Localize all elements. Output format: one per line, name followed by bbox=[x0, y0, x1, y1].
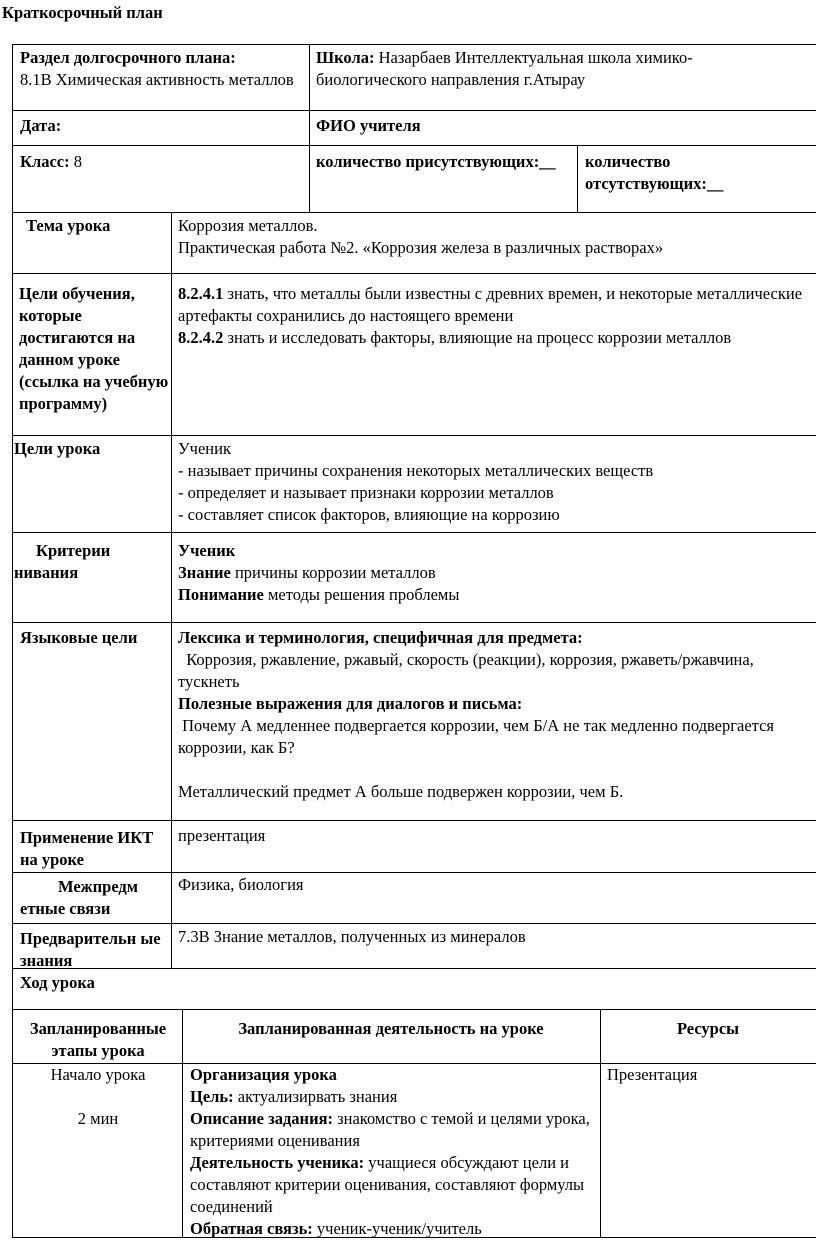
stage-time: 2 мин bbox=[77, 1109, 119, 1128]
activity-text: ученик-ученик/учитель bbox=[312, 1219, 482, 1238]
activity-key: Описание задания: bbox=[190, 1109, 333, 1128]
criteria-label-line: Критерии bbox=[36, 541, 111, 560]
criteria-text: методы решения проблемы bbox=[263, 585, 460, 604]
goals-line: - называет причины сохранения некоторых металлических веществ bbox=[178, 461, 654, 480]
criteria-label bbox=[14, 540, 110, 584]
lang-text: Коррозия, ржавление, ржавый, скорость (реакции), коррозия, ржаветь/ржавчина, тускнеть bbox=[178, 650, 758, 691]
language-goals-value bbox=[178, 627, 788, 803]
criteria-line: Ученик bbox=[178, 541, 236, 560]
prior-knowledge-value: 7.3В Знание металлов, полученных из минералов bbox=[178, 927, 526, 946]
absent-count-label: количество отсутствующих:__ bbox=[585, 152, 724, 193]
activity-line bbox=[190, 1152, 590, 1218]
activity-line bbox=[190, 1086, 590, 1108]
long-term-plan-section bbox=[20, 47, 305, 91]
activity-key: Обратная связь: bbox=[190, 1219, 313, 1238]
lang-text: Почему А медленнее подвергается коррозии, чем Б/А не так медленно подвергается коррозии, как Б? bbox=[178, 716, 779, 757]
teacher-label: ФИО учителя bbox=[316, 116, 421, 135]
criteria-line bbox=[178, 562, 814, 584]
class-field bbox=[20, 151, 82, 173]
section-label: Раздел долгосрочного плана: bbox=[20, 48, 236, 67]
objective-text: знать и исследовать факторы, влияющие на процесс коррозии металлов bbox=[223, 328, 732, 347]
topic-line: Коррозия металлов. bbox=[178, 216, 318, 235]
section-value: 8.1В Химическая активность металлов bbox=[20, 70, 294, 89]
goals-line: - определяет и называет признаки коррозии металлов bbox=[178, 483, 554, 502]
plan-col-activity: Запланированная деятельность на уроке bbox=[238, 1019, 544, 1038]
activity-line bbox=[190, 1218, 590, 1240]
inter-label-line: Межпредм bbox=[58, 877, 139, 896]
topic-value bbox=[178, 215, 814, 259]
activity-heading: Организация урока bbox=[190, 1065, 337, 1084]
criteria-key: Знание bbox=[178, 563, 231, 582]
school-label: Школа: bbox=[316, 48, 375, 67]
inter-label-line: етные связи bbox=[20, 899, 111, 918]
lang-text: Металлический предмет А больше подвержен коррозии, чем Б. bbox=[178, 782, 624, 801]
goals-label: Цели урока bbox=[14, 439, 101, 458]
criteria-key: Понимание bbox=[178, 585, 264, 604]
prior-knowledge-label: Предварительн ые знания bbox=[20, 929, 161, 970]
objectives-value bbox=[178, 283, 816, 349]
criteria-label-line: нивания bbox=[14, 563, 79, 582]
activity-line bbox=[190, 1108, 590, 1152]
ict-label: Применение ИКТ на уроке bbox=[20, 828, 154, 869]
ict-value: презентация bbox=[178, 826, 266, 845]
present-count-label: количество присутствующих:__ bbox=[316, 152, 556, 171]
interdisciplinary-value: Физика, биология bbox=[178, 875, 304, 894]
school-field bbox=[316, 47, 786, 91]
language-goals-label: Языковые цели bbox=[20, 628, 138, 647]
school-value: Назарбаев Интеллектуальная школа химико-биологического направления г.Атырау bbox=[316, 48, 693, 89]
stage-name: Начало урока bbox=[50, 1065, 146, 1084]
lang-heading: Лексика и терминология, специфичная для предмета: bbox=[178, 628, 583, 647]
criteria-value bbox=[178, 540, 814, 606]
activity-text: актуализирвать знания bbox=[233, 1087, 398, 1106]
stage-cell bbox=[14, 1064, 182, 1130]
plan-col-stages: Запланированные этапы урока bbox=[29, 1019, 167, 1060]
criteria-text: причины коррозии металлов bbox=[230, 563, 436, 582]
class-value: 8 bbox=[73, 152, 82, 171]
objective-item bbox=[178, 327, 816, 349]
page-title: Краткосрочный план bbox=[2, 3, 163, 22]
lesson-flow-label: Ход урока bbox=[20, 973, 95, 992]
resource-cell: Презентация bbox=[607, 1065, 698, 1084]
objective-item bbox=[178, 283, 816, 327]
activity-cell bbox=[190, 1064, 590, 1240]
activity-text: знакомство с темой и целями урока, критериями оценивания bbox=[190, 1109, 590, 1150]
activity-key: Цель: bbox=[190, 1087, 234, 1106]
objective-code: 8.2.4.2 bbox=[178, 328, 224, 347]
topic-label: Тема урока bbox=[26, 216, 111, 235]
goals-line: - составляет список факторов, влияющие на коррозию bbox=[178, 505, 560, 524]
activity-text: учащиеся обсуждают цели и составляют критерии оценивания, составляют формулы соединений bbox=[190, 1153, 585, 1216]
objective-text: знать, что металлы были известны с древних времен, и некоторые металлические артефакты сохранились до настоящего времени bbox=[178, 284, 803, 325]
interdisciplinary-label bbox=[20, 876, 138, 920]
date-label: Дата: bbox=[20, 116, 62, 135]
objectives-label: Цели обучения, которые достигаются на данном уроке (ссылка на учебную программу) bbox=[19, 284, 169, 413]
activity-key: Деятельность ученика: bbox=[190, 1153, 365, 1172]
goals-value bbox=[178, 438, 814, 526]
class-label: Класс: bbox=[20, 152, 70, 171]
plan-col-resources: Ресурсы bbox=[676, 1019, 740, 1038]
goals-line: Ученик bbox=[178, 439, 231, 458]
objective-code: 8.2.4.1 bbox=[178, 284, 224, 303]
topic-line: Практическая работа №2. «Коррозия железа в различных растворах» bbox=[178, 238, 664, 257]
lang-heading: Полезные выражения для диалогов и письма: bbox=[178, 694, 523, 713]
criteria-line bbox=[178, 584, 814, 606]
